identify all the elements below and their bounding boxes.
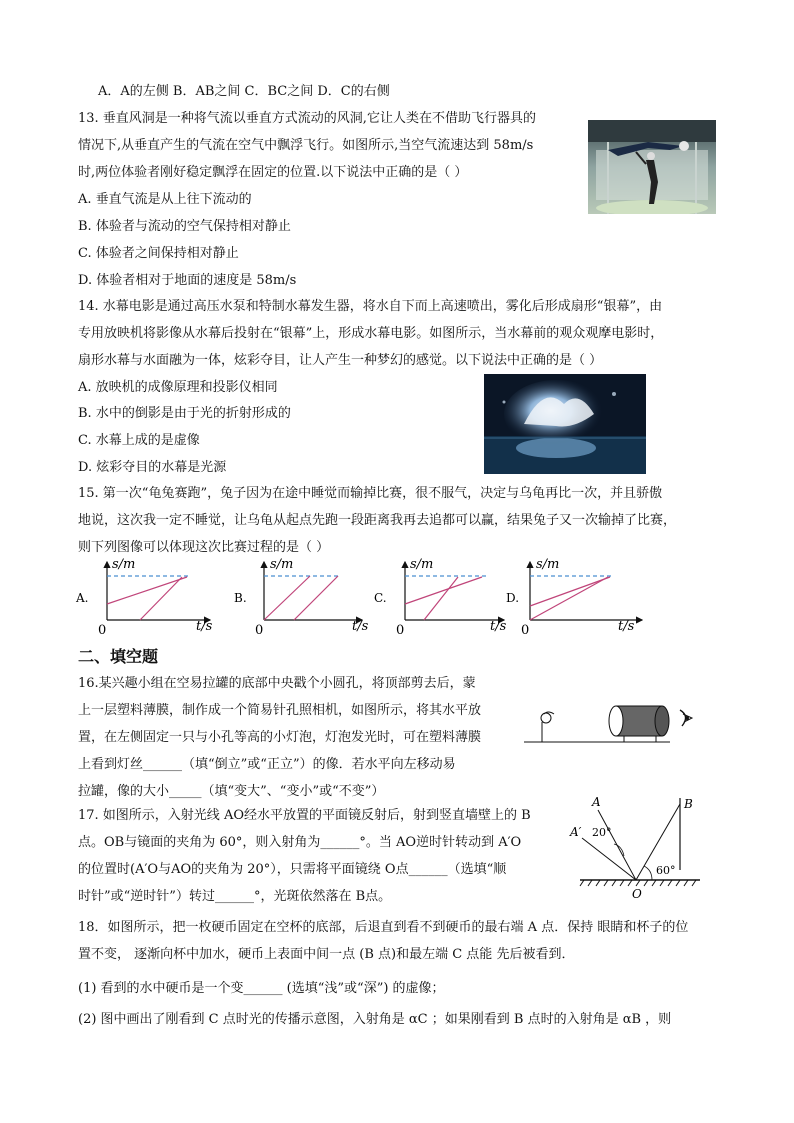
wind-tunnel-photo (588, 120, 716, 214)
q18-subquestion-2: (2) 图中画出了刚看到 C 点时光的传播示意图，入射角是 αC ；如果刚看到 B 点时的入射角是 αB ，则 (78, 1012, 672, 1027)
q14-option-a: A. 放映机的成像原理和投影仪相同 (78, 380, 278, 395)
q13-stem-line3: 时,两位体验者刚好稳定飘浮在固定的位置.以下说法中正确的是（ ） (78, 165, 468, 180)
graph-b-origin: 0 (255, 623, 264, 638)
q13-stem-line1: 13. 垂直风洞是一种将气流以垂直方式流动的风洞,它让人类在不借助飞行器具的 (78, 111, 536, 126)
q13-stem-line2: 情况下,从垂直产生的气流在空气中飘浮飞行。如图所示,当空气流速达到 58m/s (78, 138, 534, 153)
pinhole-camera-figure (520, 692, 710, 752)
q14-stem-line1: 14. 水幕电影是通过高压水泵和特制水幕发生器，将水自下而上高速喷出，雾化后形成扇形“银幕”，由 (78, 299, 663, 314)
q17-stem-line1: 17. 如图所示，入射光线 AO经水平放置的平面镜反射后，射到竖直墙壁上的 B (78, 808, 531, 823)
q16-stem-line1: 16.某兴趣小组在空易拉罐的底部中央戳个小圆孔，将顶部剪去后，蒙 (78, 676, 476, 691)
q14-option-c: C. 水幕上成的是虚像 (78, 433, 200, 448)
q14-stem-line3: 扇形水幕与水面融为一体，炫彩夺目，让人产生一种梦幻的感觉。以下说法中正确的是（ ） (78, 353, 603, 368)
q17-stem-line2: 点。OB与镜面的夹角为 60°，则入射角为______°。当 AO逆时针转动到 A′O (78, 835, 522, 850)
fig-angle-20: 20° (592, 826, 612, 839)
graph-a-ylabel: s/m (112, 557, 136, 572)
graph-d-origin: 0 (521, 623, 530, 638)
graph-b-xlabel: t/s (352, 619, 369, 634)
q13-option-a: A. 垂直气流是从上往下流动的 (78, 192, 252, 207)
graph-d-label: D. (506, 591, 520, 605)
graph-d-xlabel: t/s (618, 619, 635, 634)
graph-c-xlabel: t/s (490, 619, 507, 634)
fig-label-b: B (684, 797, 693, 811)
q16-stem-line2: 上一层塑料薄膜，制作成一个简易针孔照相机，如图所示，将其水平放 (78, 703, 482, 718)
graph-b-label: B. (234, 591, 247, 605)
q15-stem-line2: 地说，这次我一定不睡觉，让乌龟从起点先跑一段距离我再去追都可以赢，结果兔子又一次输掉了比赛， (78, 513, 677, 528)
graph-b (234, 557, 369, 638)
mirror-reflection-figure (568, 794, 708, 900)
graph-a-label: A. (76, 591, 89, 605)
graph-a-xlabel: t/s (196, 619, 213, 634)
graph-c-label: C. (374, 591, 387, 605)
q16-stem-line3: 置，在左侧固定一只与小孔等高的小灯泡，灯泡发光时，可在塑料薄膜 (78, 730, 482, 745)
q18-stem-line1: 18．如图所示，把一枚硬币固定在空杯的底部，后退直到看不到硬币的最右端 A 点．保持 眼睛和杯子的位 (78, 920, 689, 935)
q16-stem-line5: 拉罐，像的大小_____（填“变大”、“变小”或“不变”） (78, 784, 385, 799)
q17-stem-line3: 的位置时(A′O与AO的夹角为 20°），只需将平面镜绕 O点______（选填“顺 (78, 862, 507, 877)
q14-option-d: D. 炫彩夺目的水幕是光源 (78, 460, 227, 475)
q12-options: A．A的左侧 B．AB之间 C．BC之间 D．C的右侧 (98, 84, 390, 99)
section-heading-fill-blank: 二、填空题 (78, 647, 159, 666)
graph-a (75, 557, 213, 638)
graph-b-ylabel: s/m (270, 557, 294, 572)
fig-label-o: O (632, 887, 642, 900)
q14-stem-line2: 专用放映机将影像从水幕后投射在“银幕”上，形成水幕电影。如图所示，当水幕前的观众观摩电影时， (78, 326, 664, 341)
q18-stem-line2: 置不变， 逐渐向杯中加水，硬币上表面中间一点 (B 点)和最左端 C 点能 先后被看到． (78, 947, 575, 962)
q15-graphs (72, 556, 692, 640)
fig-label-a-prime: A′ (570, 825, 582, 839)
q13-option-c: C. 体验者之间保持相对静止 (78, 246, 239, 261)
q16-stem-line4: 上看到灯丝______（填“倒立”或“正立”）的像．若水平向左移动易 (78, 757, 456, 772)
q18-subquestion-1: (1) 看到的水中硬币是一个变______ (选填“浅”或“深”) 的虚像； (78, 981, 445, 996)
graph-c-origin: 0 (396, 623, 405, 638)
graph-d-ylabel: s/m (536, 557, 560, 572)
q15-stem-line3: 则下列图像可以体现这次比赛过程的是（ ） (78, 540, 330, 555)
water-screen-photo (484, 374, 646, 474)
q13-option-d: D. 体验者相对于地面的速度是 58m/s (78, 273, 297, 288)
q14-option-b: B. 水中的倒影是由于光的折射形成的 (78, 406, 291, 421)
fig-label-a: A (592, 795, 601, 809)
fig-angle-60: 60° (656, 864, 676, 877)
q17-stem-line4: 时针”或“逆时针”）转过______°，光斑依然落在 B点。 (78, 889, 392, 904)
graph-d (506, 557, 642, 638)
graph-c (374, 557, 507, 638)
graph-a-origin: 0 (98, 623, 107, 638)
q13-option-b: B. 体验者与流动的空气保持相对静止 (78, 219, 291, 234)
graph-c-ylabel: s/m (410, 557, 434, 572)
q15-stem-line1: 15. 第一次“龟兔赛跑”，兔子因为在途中睡觉而输掉比赛，很不服气，决定与乌龟再比一次，并且骄傲 (78, 486, 663, 501)
